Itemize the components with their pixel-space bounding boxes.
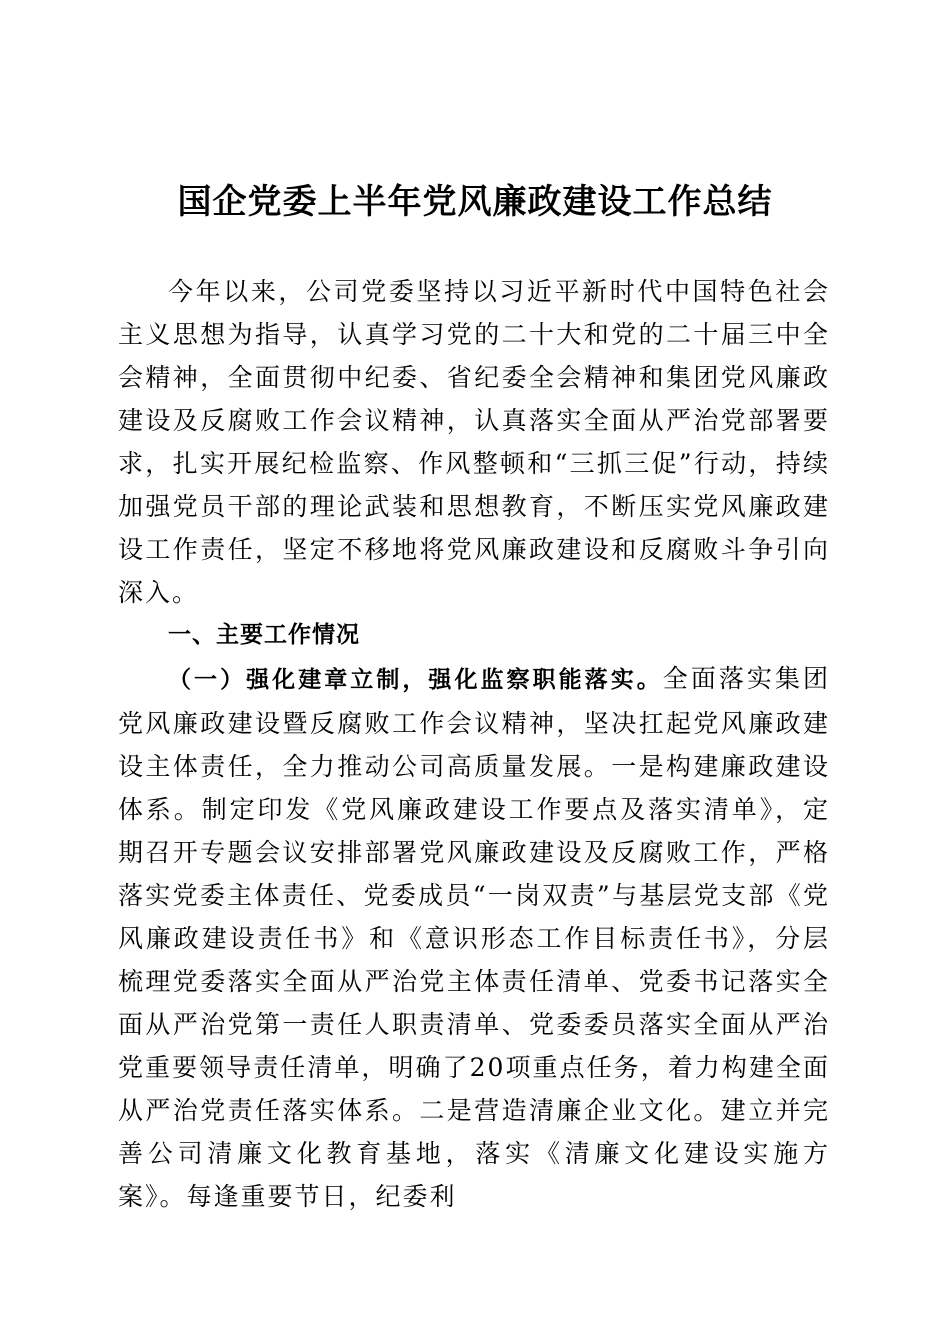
document-body — [118, 270, 830, 1218]
section-heading: 一、主要工作情况 — [168, 622, 360, 648]
item-heading: （一）强化建章立制，强化监察职能落实。 — [168, 667, 663, 693]
document-title: 国企党委上半年党风廉政建设工作总结 — [177, 182, 773, 222]
intro-paragraph: 今年以来，公司党委坚持以习近平新时代中国特色社会主义思想为指导，认真学习党的二十大和党的二十届三中全会精神，全面贯彻中纪委、省纪委全会精神和集团党风廉政建设及反腐败工作会议精神，认真落实全面从严治党部署要求，扎实开展纪检监察、作风整顿和“三抓三促”行动，持续加强党员干部的理论武装和思想教育，不断压实党风廉政建设工作责任，坚定不移地将党风廉政建设和反腐败斗争引向深入。 — [118, 277, 830, 607]
item-text: 全面落实集团党风廉政建设暨反腐败工作会议精神，坚决扛起党风廉政建设主体责任，全力推动公司高质量发展。一是构建廉政建设体系。制定印发《党风廉政建设工作要点及落实清单》，定期召开专题会议安排部署党风廉政建设及反腐败工作，严格落实党委主体责任、党委成员“一岗双责”与基层党支部《党风廉政建设责任书》和《意识形态工作目标责任书》，分层梳理党委落实全面从严治党主体责任清单、党委书记落实全面从严治党第一责任人职责清单、党委委员落实全面从严治党重要领导责任清单，明确了20项重点任务，着力构建全面从严治党责任落实体系。二是营造清廉企业文化。建立并完善公司清廉文化教育基地，落实《清廉文化建设实施方案》。每逢重要节日，纪委利 — [118, 664, 830, 1211]
section-item-paragraph — [118, 657, 830, 1218]
